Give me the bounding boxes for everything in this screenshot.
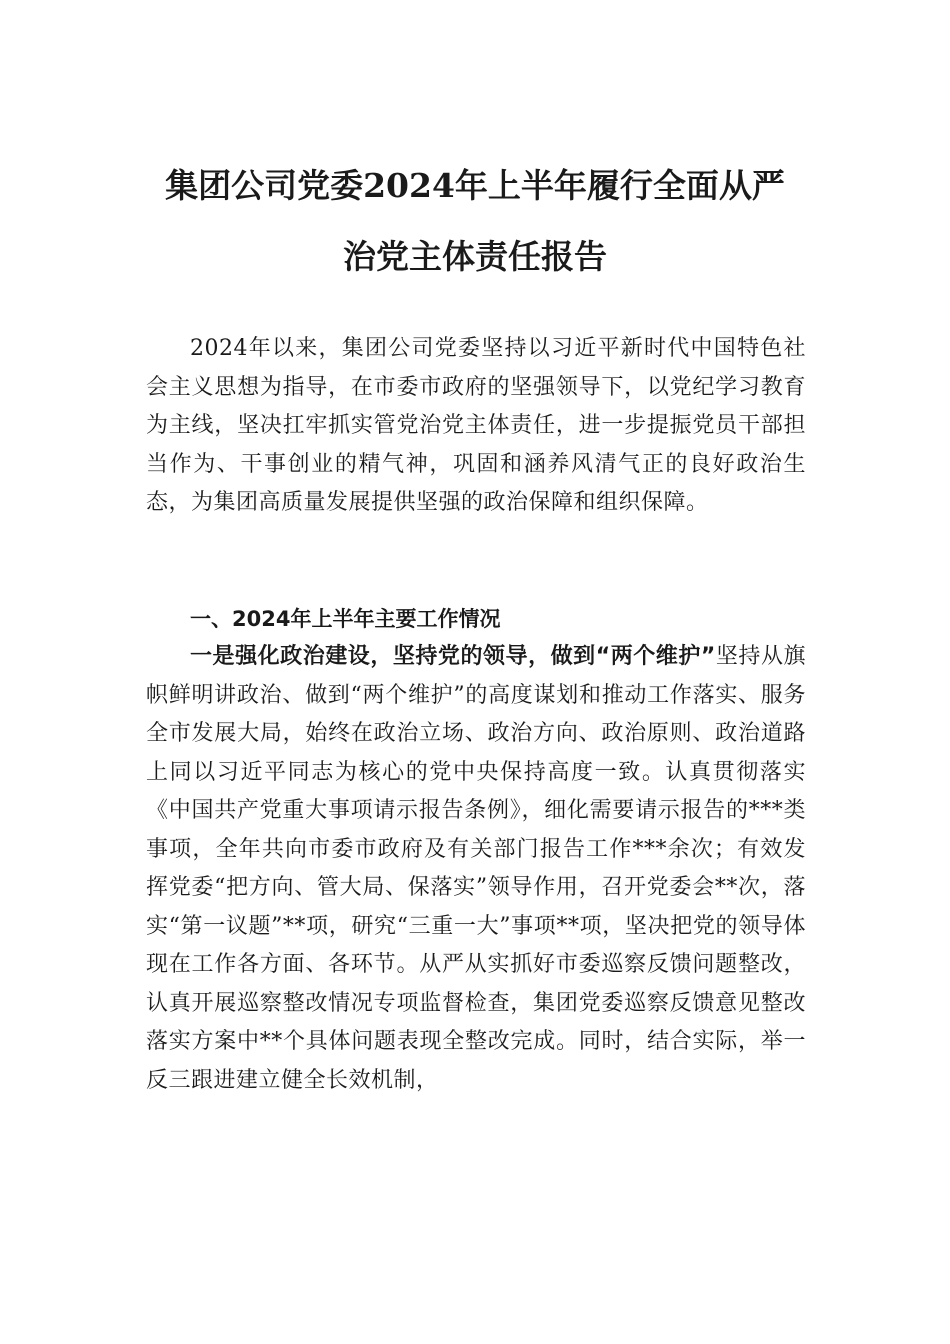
document-title-line-2: 治党主体责任报告 (343, 237, 607, 276)
document-title-line-1: 集团公司党委2024年上半年履行全面从严 (165, 166, 785, 205)
section-heading-1: 一、2024年上半年主要工作情况 (190, 607, 501, 631)
work-item-body: 坚持从旗帜鲜明讲政治、做到“两个维护”的高度谋划和推动工作落实、服务全市发展大局，始终在政治立场、政治方向、政治原则、政治道路上同以习近平同志为核心的党中央保持高度一致。认真贯彻落实《中国共产党重大事项请示报告条例》，细化需要请示报告的***类事项，全年共向市委市政府及有关部门报告工作***余次；有效发挥党委“把方向、管大局、保落实”领导作用，召开党委会**次，落实“第一议题”**项，研究“三重一大”事项**项，坚决把党的领导体现在工作各方面、各环节。从严从实抓好市委巡察反馈问题整改，认真开展巡察整改情况专项监督检查，集团党委巡察反馈意见整改落实方案中**个具体问题表现全整改完成。同时，结合实际，举一反三跟进建立健全长效机制， (146, 644, 806, 1093)
work-item-lead: 一是强化政治建设，坚持党的领导，做到“两个维护” (190, 644, 716, 669)
intro-paragraph: 2024年以来，集团公司党委坚持以习近平新时代中国特色社会主义思想为指导，在市委市政府的坚强领导下，以党纪学习教育为主线，坚决扛牢抓实管党治党主体责任，进一步提振党员干部担当作为、干事创业的精气神，巩固和涵养风清气正的良好政治生态，为集团高质量发展提供坚强的政治保障和组织保障。 (146, 336, 806, 515)
work-item-paragraph (146, 638, 806, 1100)
